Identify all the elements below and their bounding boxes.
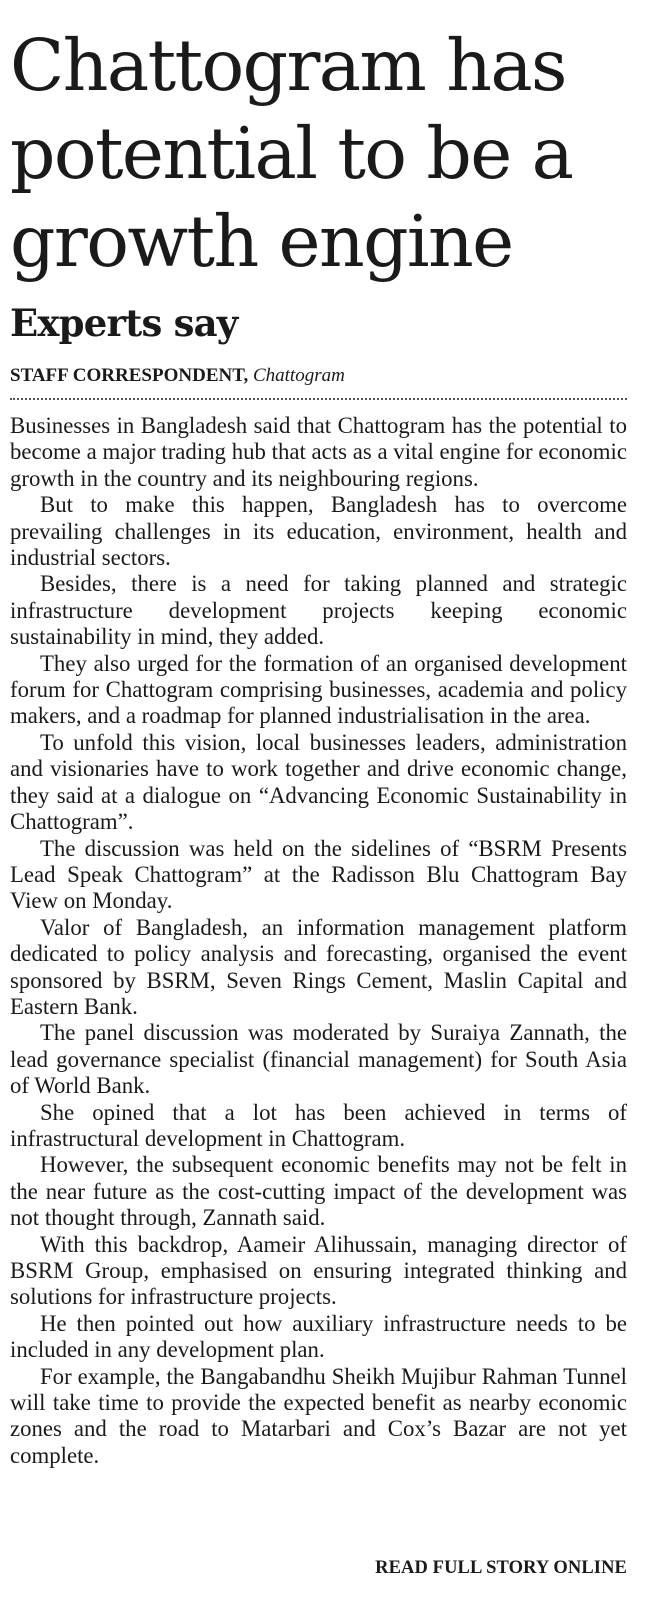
body-paragraph: The panel discussion was moderated by Suraiya Zannath, the lead governance specialist (financial management) for South Asia of World Bank. xyxy=(10,1020,627,1099)
byline xyxy=(10,364,345,388)
headline-line: growth engine xyxy=(10,200,513,283)
body-paragraph: She opined that a lot has been achieved in terms of infrastructural development in Chattogram. xyxy=(10,1099,627,1151)
body-paragraph: Besides, there is a need for taking planned and strategic infrastructure development projects keeping economic sustainability in mind, they added. xyxy=(10,571,627,650)
byline-location: Chattogram xyxy=(252,365,345,386)
article-body xyxy=(10,413,627,1469)
dotted-divider xyxy=(10,398,627,400)
body-paragraph: He then pointed out how auxiliary infrastructure needs to be included in any development plan. xyxy=(10,1310,627,1363)
byline-author: STAFF CORRESPONDENT, xyxy=(10,365,249,386)
read-full-story-link[interactable]: READ FULL STORY ONLINE xyxy=(375,1558,627,1578)
body-paragraph: However, the subsequent economic benefits may not be felt in the near future as the cost-cutting impact of the development was not thought through, Zannath said. xyxy=(10,1152,627,1231)
headline-line: potential to be a xyxy=(10,112,573,195)
body-paragraph: They also urged for the formation of an organised development forum for Chattogram comprising businesses, academia and policy makers, and a roadmap for planned industrialisation in the area. xyxy=(10,650,627,729)
body-paragraph: For example, the Bangabandhu Sheikh Mujibur Rahman Tunnel will take time to provide the expected benefit as nearby economic zones and the road to Matarbari and Cox’s Bazar are not yet complete. xyxy=(10,1363,627,1468)
body-paragraph: Businesses in Bangladesh said that Chattogram has the potential to become a major trading hub that acts as a vital engine for economic growth in the country and its neighbouring regions. xyxy=(10,413,627,491)
headline xyxy=(10,22,640,286)
body-paragraph: The discussion was held on the sidelines of “BSRM Presents Lead Speak Chattogram” at the Radisson Blu Chattogram Bay View on Monday. xyxy=(10,835,627,914)
body-paragraph: With this backdrop, Aameir Alihussain, managing director of BSRM Group, emphasised on ensuring integrated thinking and solutions for infrastructure projects. xyxy=(10,1231,627,1310)
subheadline: Experts say xyxy=(10,301,238,345)
body-paragraph: Valor of Bangladesh, an information management platform dedicated to policy analysis and forecasting, organised the event sponsored by BSRM, Seven Rings Cement, Maslin Capital and Eastern Bank. xyxy=(10,914,627,1019)
body-paragraph: To unfold this vision, local businesses leaders, administration and visionaries have to work together and drive economic change, they said at a dialogue on “Advancing Economic Sustainability in Chattogram”. xyxy=(10,729,627,835)
headline-line: Chattogram has xyxy=(10,24,566,107)
body-paragraph: But to make this happen, Bangladesh has to overcome prevailing challenges in its education, environment, health and industrial sectors. xyxy=(10,492,627,571)
